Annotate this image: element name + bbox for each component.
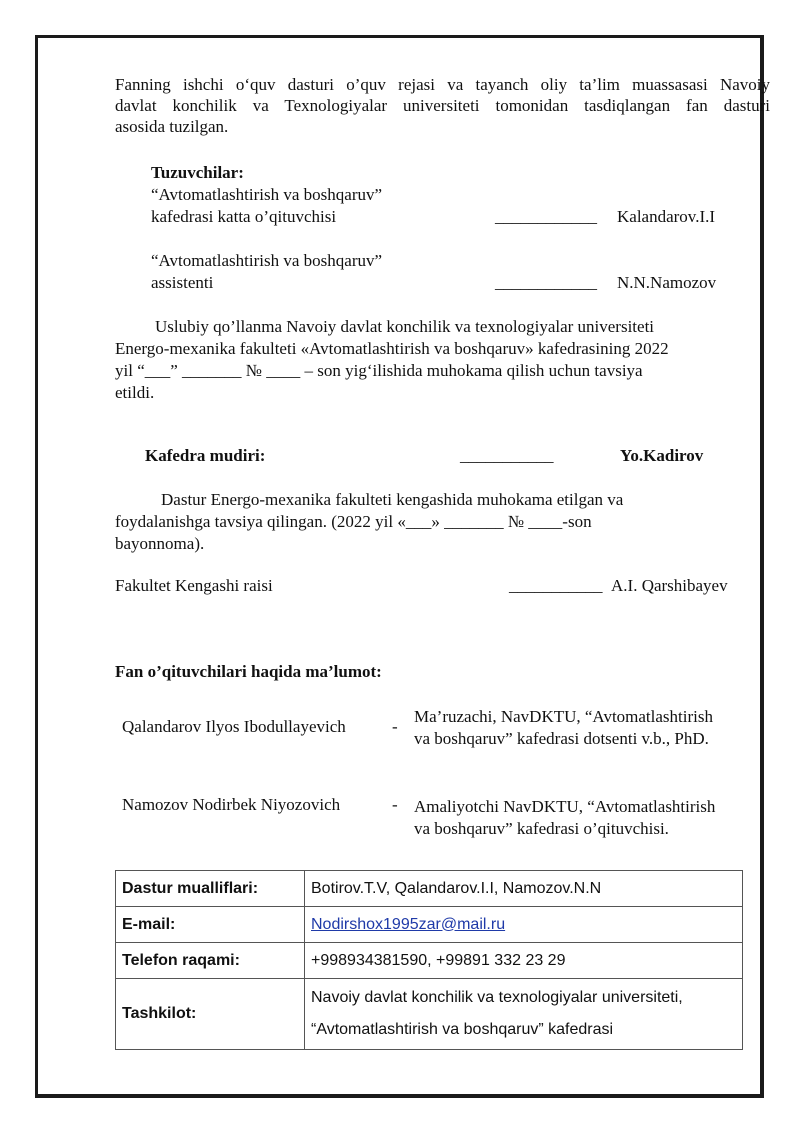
author-info-table: [115, 870, 743, 1050]
organization-value: [305, 979, 743, 1050]
teacher1-role-line1: Ma’ruzachi, NavDKTU, “Avtomatlashtirish: [414, 707, 713, 726]
head-of-dept-signature-blank: ___________: [460, 446, 554, 465]
head-of-dept-label: Kafedra mudiri:: [145, 446, 266, 465]
head-of-dept-name: Yo.Kadirov: [620, 446, 704, 465]
author1-name: Kalandarov.I.I: [617, 207, 716, 226]
teacher2-role-line2: va boshqaruv” kafedrasi o’qituvchisi.: [414, 819, 669, 838]
table-row: [116, 871, 743, 907]
author1-dept-line1: “Avtomatlashtirish va boshqaruv”: [151, 185, 383, 204]
phone-value: +998934381590, +99891 332 23 29: [305, 943, 743, 979]
council-chair-label: Fakultet Kengashi raisi: [115, 576, 273, 595]
authors-heading: Tuzuvchilar:: [151, 163, 244, 182]
email-link[interactable]: Nodirshox1995zar@mail.ru: [311, 915, 506, 933]
authors-key: Dastur mualliflari:: [116, 871, 305, 907]
teacher1-dash: -: [392, 717, 398, 736]
author1-dept-line2: kafedrasi katta o’qituvchisi: [151, 207, 337, 226]
table-row: [116, 979, 743, 1050]
intro-paragraph: [115, 74, 770, 137]
authors-value: Botirov.T.V, Qalandarov.I.I, Namozov.N.N: [305, 871, 743, 907]
teachers-heading: Fan o’qituvchilari haqida ma’lumot:: [115, 662, 382, 681]
approval-line: yil “___” _______ № ____ – son yig‘ilishida muhokama qilish uchun tavsiya: [115, 361, 643, 380]
intro-line: davlat konchilik va Texnologiyalar universiteti tomonidan tasdiqlangan fan dasturi: [115, 96, 770, 115]
organization-key: Tashkilot:: [116, 979, 305, 1050]
author2-signature-blank: ____________: [495, 273, 597, 292]
intro-line: Fanning ishchi o‘quv dasturi o’quv rejasi va tayanch oliy ta’lim muassasasi Navoiy: [115, 75, 770, 94]
organization-line2: “Avtomatlashtirish va boshqaruv” kafedrasi: [311, 1021, 614, 1038]
teacher2-role-line1: Amaliyotchi NavDKTU, “Avtomatlashtirish: [414, 797, 716, 816]
author2-dept-line2: assistenti: [151, 273, 214, 292]
author2-dept-line1: “Avtomatlashtirish va boshqaruv”: [151, 251, 383, 270]
organization-line1: Navoiy davlat konchilik va texnologiyalar universiteti,: [311, 989, 683, 1006]
teacher1-name: Qalandarov Ilyos Ibodullayevich: [122, 717, 346, 736]
teacher2-dash: -: [392, 795, 398, 814]
intro-line: asosida tuzilgan.: [115, 117, 229, 136]
teacher1-role-line2: va boshqaruv” kafedrasi dotsenti v.b., PhD.: [414, 729, 709, 748]
approval-line: Uslubiy qo’llanma Navoiy davlat konchilik va texnologiyalar universiteti: [155, 317, 655, 336]
council-line: foydalanishga tavsiya qilingan. (2022 yil «___» _______ № ____-son: [115, 512, 592, 531]
council-chair-name: A.I. Qarshibayev: [611, 576, 728, 595]
author1-signature-blank: ____________: [495, 207, 597, 226]
email-value-cell: [305, 907, 743, 943]
teacher2-name: Namozov Nodirbek Niyozovich: [122, 795, 341, 814]
approval-line: Energo-mexanika fakulteti «Avtomatlashtirish va boshqaruv» kafedrasining 2022: [115, 339, 669, 358]
council-line: Dastur Energo-mexanika fakulteti kengashida muhokama etilgan va: [161, 490, 624, 509]
table-row: [116, 943, 743, 979]
author2-name: N.N.Namozov: [617, 273, 717, 292]
table-row: [116, 907, 743, 943]
approval-line: etildi.: [115, 383, 155, 402]
email-key: E-mail:: [116, 907, 305, 943]
council-chair-signature-blank: ___________: [509, 576, 603, 595]
council-line: bayonnoma).: [115, 534, 205, 553]
phone-key: Telefon raqami:: [116, 943, 305, 979]
